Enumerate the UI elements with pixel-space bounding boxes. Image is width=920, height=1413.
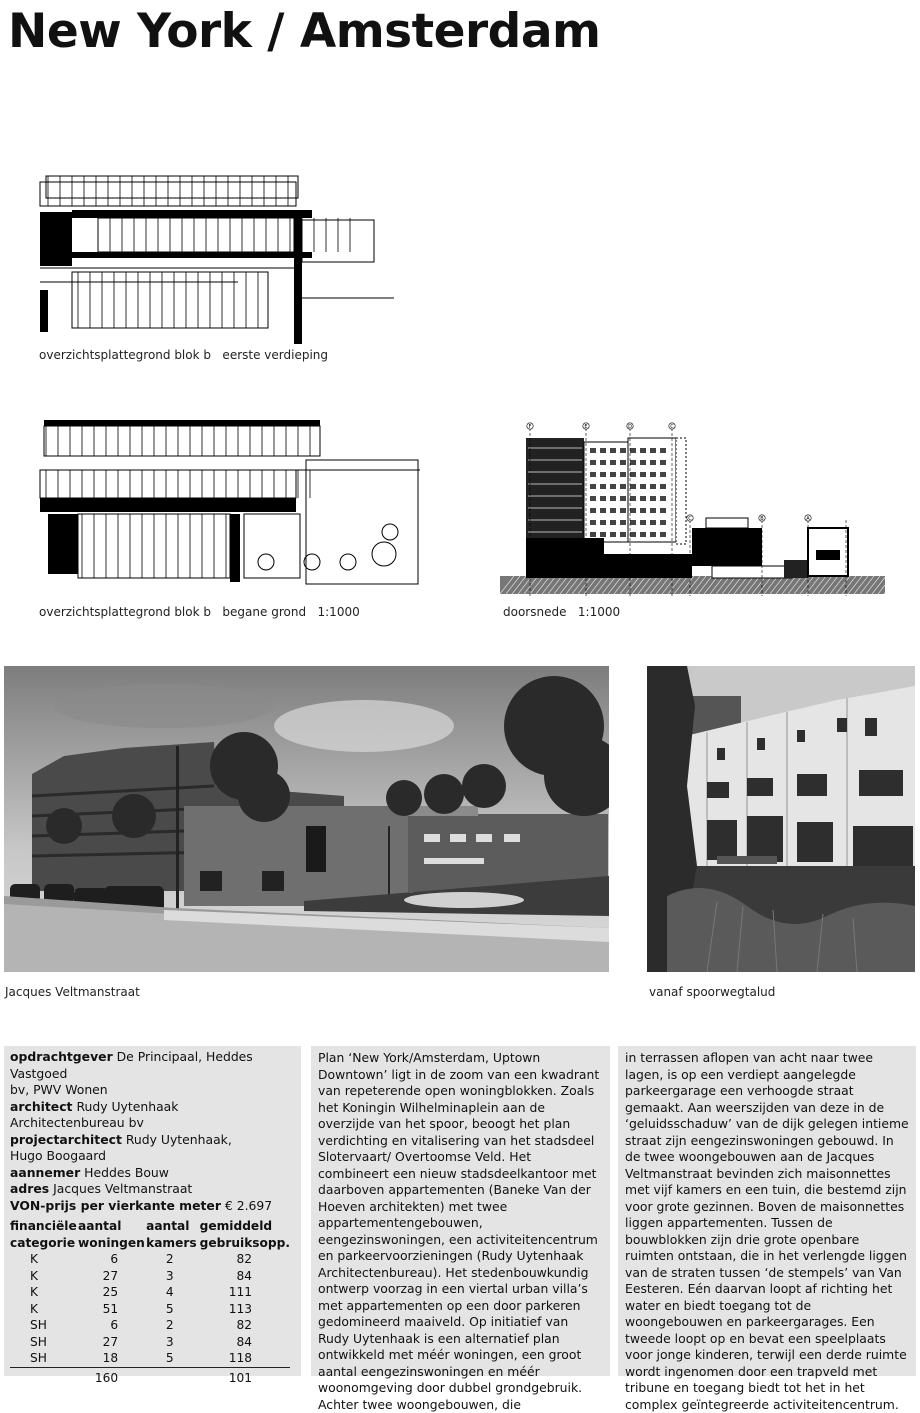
table-row xyxy=(10,1284,290,1301)
info-address-value: Jacques Veltmanstraat xyxy=(53,1181,193,1196)
photo-rail-image xyxy=(647,666,915,972)
info-contractor-value: Heddes Bouw xyxy=(84,1164,169,1180)
section-grid-label: A xyxy=(806,515,810,522)
cell-area: 84 xyxy=(236,1334,252,1349)
caption-floor-plan-ground-floor: overzichtsplattegrond blok b begane grond 1:1000 xyxy=(39,605,360,619)
cell-rooms: 2 xyxy=(165,1252,174,1266)
photo-vanaf-spoorwegtalud xyxy=(647,666,915,972)
th-area-line2: gebruiksopp. xyxy=(199,1235,290,1250)
section-grid-label: C xyxy=(688,515,692,522)
cell-rooms: 5 xyxy=(165,1301,174,1316)
table-row xyxy=(10,1317,290,1334)
info-address-label: adres xyxy=(10,1181,50,1196)
table-row xyxy=(10,1334,290,1351)
caption-photo-rail: vanaf spoorwegtalud xyxy=(649,985,776,999)
info-client xyxy=(10,1049,295,1082)
info-project-architect-value: Rudy Uytenhaak, xyxy=(125,1131,232,1147)
th-category-line2: categorie xyxy=(10,1235,76,1250)
info-architect xyxy=(10,1099,295,1132)
cell-category: K xyxy=(30,1301,38,1316)
cell-area: 84 xyxy=(236,1268,252,1283)
body-paragraph-2: in terrassen aflopen van acht naar twee lagen, is op een verdiept aangelegde parkeergarage een verhoogde straat gemaakt. Aan weerszijden van deze in de ‘geluidsschaduw’ van de dijk gelegen intieme straat zijn eengezinswoningen gebouwd. In de twee woongebouwen aan de Jacques Veltmanstraat bevinden zich maisonnettes met vijf kamers en een tuin, die bestemd zijn voor grote gezinnen. Boven de maisonnettes liggen appartementen. Tussen de bouwblokken zijn drie grote openbare ruimten ontstaan, die in het verlengde liggen van de straten tussen ‘de stempels’ van Van Eesteren. Eén daarvan loopt af richting het water en biedt toegang tot de woongebouwen en parkeergarages. Een tweede loopt op en bevat een speelplaats voor jonge kinderen, terwijl een derde ruimte wordt ingenomen door een trapveld met tribune en toegang biedt tot het in het complex geïntegreerde activiteitencentrum. xyxy=(625,1050,909,1412)
cell-rooms: 3 xyxy=(165,1268,174,1283)
caption-photo-street: Jacques Veltmanstraat xyxy=(5,985,140,999)
financial-table-body xyxy=(10,1251,290,1386)
table-total-row xyxy=(10,1367,290,1386)
th-area-line1: gemiddeld xyxy=(199,1219,273,1233)
financial-table xyxy=(10,1218,290,1386)
section-grid-label: C xyxy=(670,423,674,430)
table-row xyxy=(10,1301,290,1318)
cell-units: 25 xyxy=(102,1285,119,1299)
cell-category: SH xyxy=(30,1318,47,1332)
info-project-architect xyxy=(10,1132,295,1149)
th-rooms xyxy=(146,1218,200,1251)
section-drawing xyxy=(500,420,885,596)
cell-area: 111 xyxy=(228,1285,252,1299)
info-price xyxy=(10,1198,295,1215)
cell-category: SH xyxy=(30,1351,47,1365)
caption-floor-plan-first-floor: overzichtsplattegrond blok b eerste verdieping xyxy=(39,348,329,362)
info-client-label: opdrachtgever xyxy=(10,1049,113,1064)
th-area xyxy=(200,1218,290,1251)
table-row xyxy=(10,1268,290,1285)
cell-category: K xyxy=(30,1252,38,1266)
cell-area: 82 xyxy=(236,1318,252,1332)
section-grid-label: F xyxy=(528,423,532,430)
financial-table-header xyxy=(10,1218,290,1251)
cell-rooms: 4 xyxy=(165,1285,174,1299)
cell-units: 6 xyxy=(110,1252,119,1266)
project-info-panel xyxy=(4,1046,301,1385)
th-units-line1: aantal xyxy=(78,1219,122,1233)
info-project-architect-label: projectarchitect xyxy=(10,1131,122,1147)
info-client-value: De Principaal, Heddes Vastgoed xyxy=(10,1049,253,1081)
info-contractor-label: aannemer xyxy=(10,1164,81,1180)
info-contractor xyxy=(10,1165,295,1182)
info-project-architect-value-2: Hugo Boogaard xyxy=(10,1148,107,1163)
table-row xyxy=(10,1251,290,1268)
info-client-value-2: bv, PWV Wonen xyxy=(10,1082,108,1097)
cell-area: 118 xyxy=(228,1351,252,1365)
photo-jacques-veltmanstraat xyxy=(4,666,609,972)
cell-rooms: 2 xyxy=(165,1318,174,1332)
cell-units: 6 xyxy=(110,1318,119,1332)
body-paragraph-1: Plan ‘New York/Amsterdam, Uptown Downtown’ ligt in de zoom van een kwadrant van repeterende open woningblokken. Zoals het Koningin Wilhelminaplein aan de overzijde van het spoor, beoogt het plan verdichting en vitalisering van het stadsdeel Slotervaart/ Overtoomse Veld. Het combineert een nieuw stadsdeelkantoor met daarboven appartementen (Baneke Van der Hoeven architekten) met twee appartementengebouwen, eengezinswoningen, een activiteitencentrum en parkeervoorzieningen (Rudy Uytenhaak Architectenbureau). Het stedenbouwkundig ontwerp voorzag in een viertal urban villa’s met appartementen op een door parkeren gedomineerd maaiveld. Op initiatief van Rudy Uytenhaak is een alternatief plan ontwikkeld met méér woningen, een groot aantal eengezinswoningen en méér woonomgeving door dubbel grondgebruik. Achter twee woongebouwen, die xyxy=(318,1050,600,1412)
th-category xyxy=(10,1218,78,1251)
cell-total-area: 101 xyxy=(200,1367,290,1386)
cell-total-units: 160 xyxy=(78,1367,146,1386)
section-grid-label: B xyxy=(760,515,764,522)
section-drawing-svg xyxy=(500,420,885,596)
floor-plan-first-floor xyxy=(38,172,394,344)
section-grid-label: E xyxy=(584,423,588,430)
floor-plan-ground-floor xyxy=(36,414,420,586)
info-architect-value: Rudy Uytenhaak Architectenbureau bv xyxy=(10,1098,179,1130)
cell-units: 51 xyxy=(102,1301,119,1316)
cell-total-category xyxy=(10,1367,78,1386)
cell-category: K xyxy=(30,1268,38,1283)
page-title: New York / Amsterdam xyxy=(8,4,601,59)
cell-rooms: 3 xyxy=(165,1334,174,1349)
photo-street-image xyxy=(4,666,609,972)
info-price-value: € 2.697 xyxy=(224,1197,273,1213)
th-units xyxy=(78,1218,146,1251)
body-text-column-2 xyxy=(618,1046,916,1412)
section-grid-label: D xyxy=(628,423,632,430)
caption-section: doorsnede 1:1000 xyxy=(503,605,621,619)
th-rooms-line2: kamers xyxy=(146,1235,197,1250)
cell-area: 82 xyxy=(236,1252,252,1266)
info-address xyxy=(10,1181,295,1198)
th-units-line2: woningen xyxy=(78,1235,145,1250)
th-rooms-line1: aantal xyxy=(146,1219,190,1233)
body-text-column-1 xyxy=(311,1046,610,1412)
cell-category: SH xyxy=(30,1334,47,1349)
info-client-2 xyxy=(10,1082,295,1099)
th-category-line1: financiële xyxy=(10,1219,77,1233)
table-row xyxy=(10,1350,290,1367)
cell-rooms: 5 xyxy=(165,1351,174,1365)
info-architect-label: architect xyxy=(10,1098,73,1114)
cell-category: K xyxy=(30,1285,38,1299)
cell-units: 18 xyxy=(102,1351,119,1365)
info-price-label: VON-prijs per vierkante meter xyxy=(10,1197,221,1213)
cell-units: 27 xyxy=(102,1334,119,1349)
cell-total-rooms xyxy=(146,1367,200,1386)
cell-area: 113 xyxy=(228,1301,252,1316)
cell-units: 27 xyxy=(102,1268,119,1283)
info-project-architect-2 xyxy=(10,1148,295,1165)
floor-plan-ground-floor-drawing xyxy=(36,414,420,586)
floor-plan-first-floor-drawing xyxy=(38,172,394,344)
